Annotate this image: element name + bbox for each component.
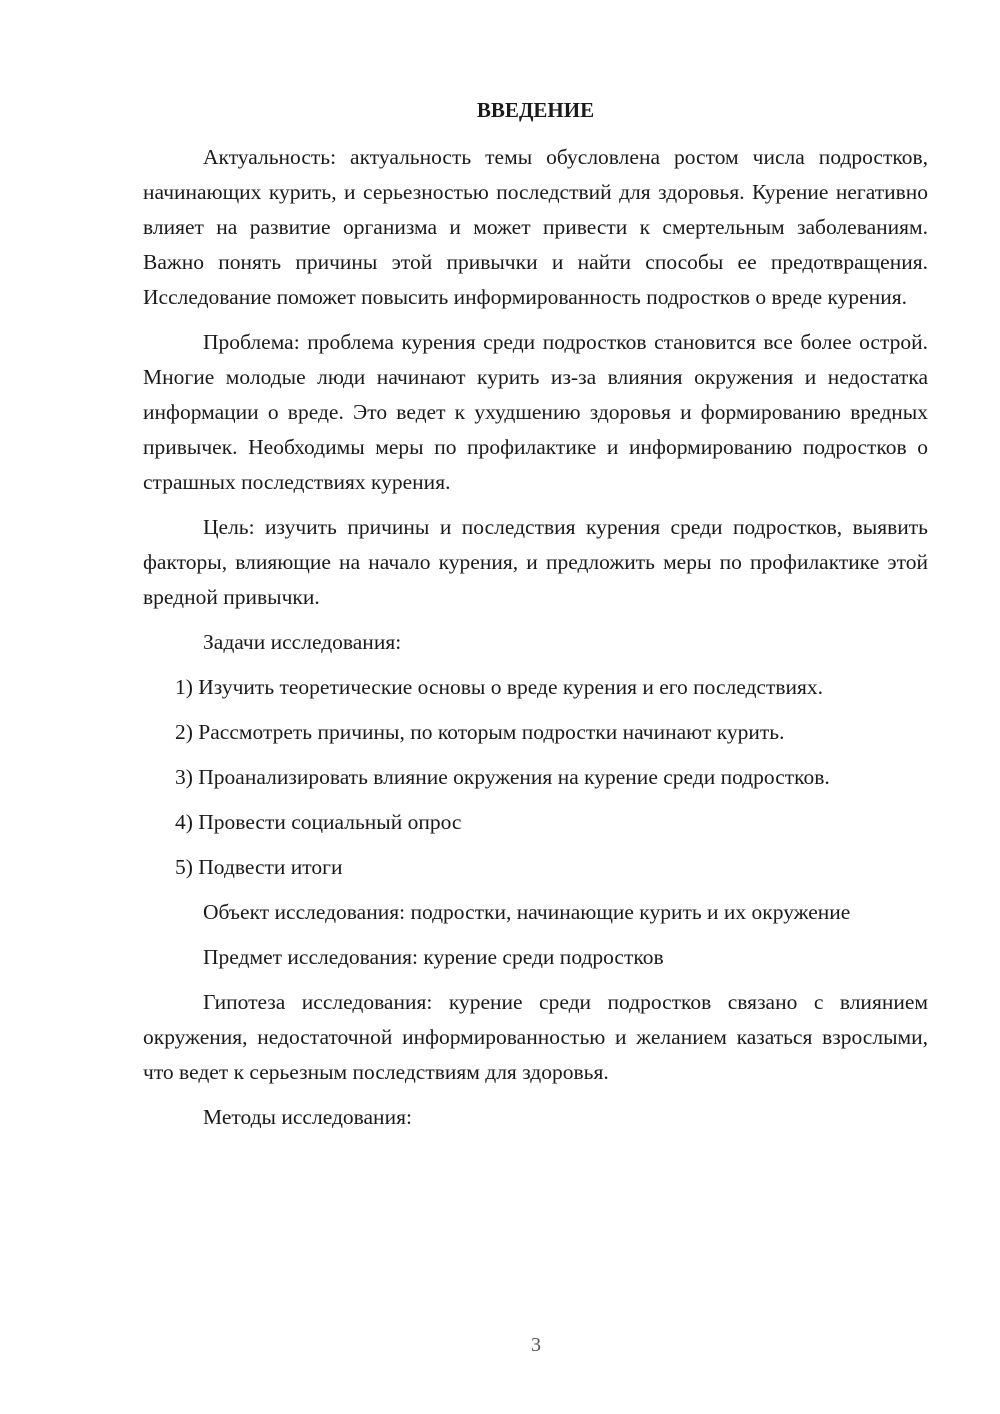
- methods-heading: Методы исследования:: [203, 1105, 412, 1129]
- task-item-4: 4) Провести социальный опрос: [175, 810, 462, 834]
- subject-paragraph: Предмет исследования: курение среди подростков: [203, 945, 664, 969]
- task-item-3: 3) Проанализировать влияние окружения на курение среди подростков.: [175, 765, 830, 789]
- section-title: ВВЕДЕНИЕ: [476, 98, 595, 122]
- goal-paragraph: Цель: изучить причины и последствия курения среди подростков, выявить факторы, влияющие на начало курения, и предложить меры по профилактике этой вредной привычки.: [143, 515, 928, 609]
- task-item-1: 1) Изучить теоретические основы о вреде курения и его последствиях.: [175, 675, 824, 699]
- relevance-paragraph: Актуальность: актуальность темы обусловлена ростом числа подростков, начинающих курить, и серьезностью последствий для здоровья. Курение негативно влияет на развитие организма и может привести к смертельным заболеваниям. Важно понять причины этой привычки и найти способы ее предотвращения. Исследование поможет повысить информированность подростков о вреде курения.: [143, 145, 928, 309]
- document-page: [143, 95, 928, 1145]
- page-number: 3: [531, 1334, 541, 1356]
- problem-paragraph: Проблема: проблема курения среди подростков становится все более острой. Многие молодые люди начинают курить из-за влияния окружения и недостатка информации о вреде. Это ведет к ухудшению здоровья и формированию вредных привычек. Необходимы меры по профилактике и информированию подростков о страшных последствиях курения.: [143, 330, 928, 494]
- tasks-heading: Задачи исследования:: [203, 630, 402, 654]
- object-paragraph: Объект исследования: подростки, начинающие курить и их окружение: [203, 900, 851, 924]
- hypothesis-paragraph: Гипотеза исследования: курение среди подростков связано с влиянием окружения, недостаточной информированностью и желанием казаться взрослыми, что ведет к серьезным последствиям для здоровья.: [143, 990, 928, 1084]
- task-item-5: 5) Подвести итоги: [175, 855, 343, 879]
- task-item-2: 2) Рассмотреть причины, по которым подростки начинают курить.: [175, 720, 785, 744]
